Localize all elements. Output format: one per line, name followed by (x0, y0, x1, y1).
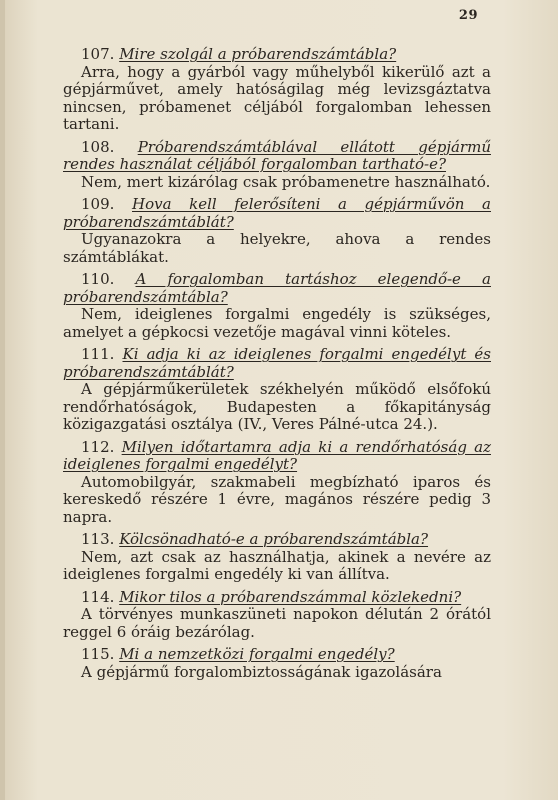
question (63, 196, 491, 231)
page-content (63, 46, 491, 686)
qa-item-115 (63, 646, 491, 681)
question (63, 271, 491, 306)
question (63, 439, 491, 474)
answer-text: Nem, azt csak az használhatja, akinek a nevére az ideiglenes forgalmi engedély ki van állítva. (63, 547, 491, 583)
question (63, 139, 491, 174)
answer-text: Nem, ideiglenes forgalmi engedély is szükséges, amelyet a gépkocsi vezetője magával vinni köteles. (63, 305, 491, 341)
answer-text: Ugyanazokra a helyekre, ahova a rendes számtáblákat. (63, 230, 491, 266)
question-text: A forgalomban tartáshoz elegendő-e a próbarendszámtábla? (63, 270, 491, 306)
answer-text: A gépjárműkerületek székhelyén működő elsőfokú rendőrhatóságok, Budapesten a főkapitányság közigazgatási osztálya (IV., Veres Pálné-utca 24.). (63, 380, 491, 433)
question (63, 346, 491, 381)
qa-item-111 (63, 346, 491, 434)
question-number: 108. (81, 137, 115, 156)
question (63, 531, 491, 549)
answer-text: Automobilgyár, szakmabeli megbízható iparos és kereskedő részére 1 évre, magános részére pedig 3 napra. (63, 472, 491, 526)
qa-item-107 (63, 46, 491, 134)
qa-item-110 (63, 271, 491, 341)
answer-text: A gépjármű forgalombiztosságának igazolására (81, 662, 442, 681)
qa-item-113 (63, 531, 491, 584)
qa-item-114 (63, 589, 491, 642)
question-number: 115. (81, 645, 115, 663)
question-number: 114. (81, 587, 115, 606)
question-number: 112. (81, 437, 115, 456)
question (63, 46, 491, 64)
question-text: Ki adja ki az ideiglenes forgalmi engedélyt és próbarendszámtáblát? (63, 345, 491, 381)
question (63, 589, 491, 607)
qa-item-112 (63, 439, 491, 527)
question (63, 646, 491, 664)
question-text: Hova kell felerősíteni a gépjárművön a próbarendszámtáblát? (63, 195, 491, 231)
qa-item-108 (63, 139, 491, 192)
question-number: 107. (81, 45, 115, 63)
question-text: Mi a nemzetközi forgalmi engedély? (119, 645, 395, 663)
question-number: 111. (81, 345, 115, 363)
question-number: 113. (81, 530, 115, 548)
question-number: 110. (81, 270, 115, 288)
question-text: Mikor tilos a próbarendszámmal közlekedni? (119, 587, 462, 606)
question-text: Kölcsönadható-e a próbarendszámtábla? (119, 530, 429, 548)
question-number: 109. (81, 195, 115, 213)
answer-text: Arra, hogy a gyárból vagy műhelyből kikerülő azt a gépjárművet, amely hatóságilag még levizsgáztatva nincsen, próbamenet céljából forgalomban lehessen tartani. (63, 62, 491, 133)
question-text: Mire szolgál a próbarendszámtábla? (119, 45, 397, 63)
question-text: Milyen időtartamra adja ki a rendőrhatóság az ideiglenes forgalmi engedélyt? (63, 437, 491, 473)
qa-item-109 (63, 196, 491, 266)
answer-text: A törvényes munkaszüneti napokon délután 2 órától reggel 6 óráig bezárólag. (63, 605, 491, 641)
page-number: 29 (458, 8, 478, 23)
answer-text: Nem, mert kizárólag csak próbamenetre használható. (81, 172, 491, 191)
question-text: Próbarendszámtáblával ellátott gépjármű rendes használat céljából forgalomban tartható-e? (63, 137, 491, 173)
